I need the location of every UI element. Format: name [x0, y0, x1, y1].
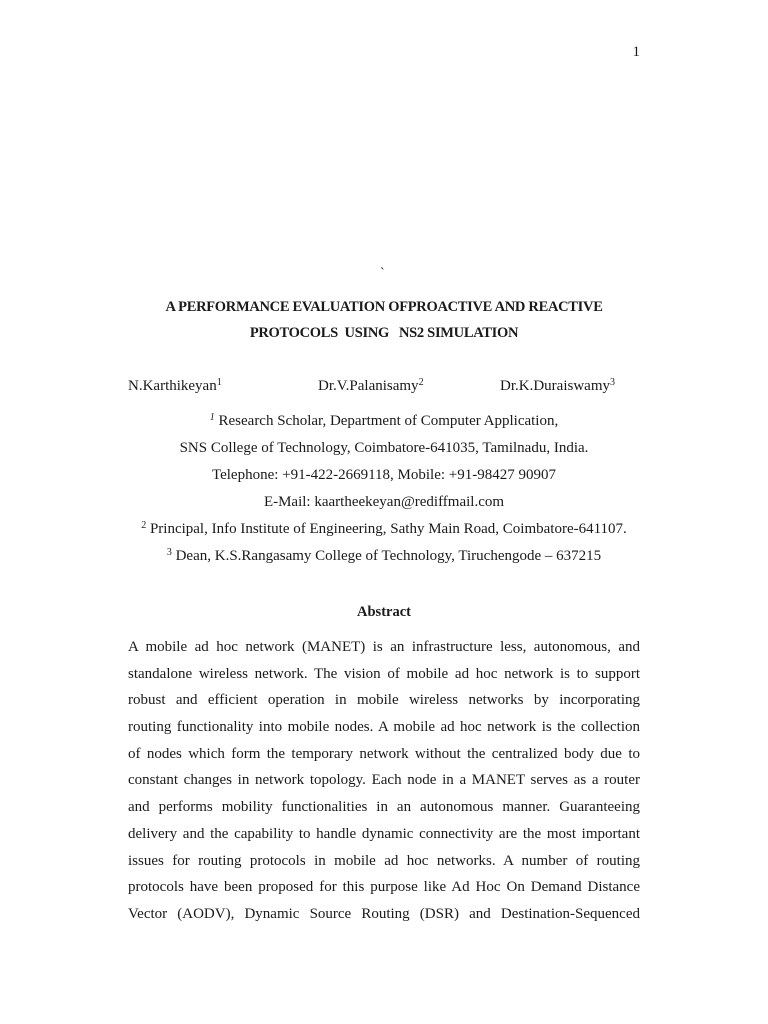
affiliation-1-text: Research Scholar, Department of Computer Application,	[214, 413, 559, 429]
stray-mark: `	[380, 266, 385, 281]
author-list	[128, 378, 640, 398]
affiliation-3-text: Dean, K.S.Rangasamy College of Technology, Tiruchengode – 637215	[171, 548, 602, 564]
page-number: 1	[632, 44, 640, 60]
author-1-sup: 1	[216, 377, 222, 388]
abstract-body	[128, 634, 640, 928]
affiliation-1-sup: 1	[209, 412, 215, 423]
abstract-line-2: standalone wireless network. The vision of mobile ad hoc network is to support	[128, 665, 640, 682]
abstract-line-6: constant changes in network topology. Each node in a MANET serves as a router	[128, 772, 640, 789]
affiliations	[128, 408, 640, 570]
author-3-name: Dr.K.Duraiswamy	[500, 378, 610, 394]
title-line-2: PROTOCOLS USING NS2 SIMULATION	[249, 325, 519, 341]
affiliation-1-line-1	[128, 408, 640, 435]
abstract-line-3: robust and efficient operation in mobile wireless networks by incorporating	[128, 692, 640, 709]
affiliation-1-telephone: Telephone: +91-422-2669118, Mobile: +91-98427 90907	[211, 467, 557, 483]
author-2-name: Dr.V.Palanisamy	[318, 378, 419, 394]
author-1-name: N.Karthikeyan	[128, 378, 217, 394]
abstract-line-11: Vector (AODV), Dynamic Source Routing (DSR) and Destination-Sequenced	[128, 905, 640, 922]
affiliation-2-sup: 2	[141, 520, 147, 531]
author-2	[318, 378, 424, 395]
author-3-sup: 3	[609, 377, 615, 388]
abstract-line-8: delivery and the capability to handle dynamic connectivity are the most important	[128, 825, 640, 842]
affiliation-2-text: Principal, Info Institute of Engineering, Sathy Main Road, Coimbatore-641107.	[146, 521, 627, 537]
abstract-line-5: of nodes which form the temporary network without the centralized body due to	[128, 745, 640, 762]
author-3	[500, 378, 615, 395]
title-line-1: A PERFORMANCE EVALUATION OFPROACTIVE AND REACTIVE	[165, 299, 603, 315]
affiliation-3-sup: 3	[166, 547, 172, 558]
affiliation-2	[128, 516, 640, 543]
affiliation-1-email: E-Mail: kaartheekeyan@rediffmail.com	[263, 494, 505, 510]
abstract-line-10: protocols have been proposed for this purpose like Ad Hoc On Demand Distance	[128, 879, 640, 896]
abstract-line-7: and performs mobility functionalities in an autonomous manner. Guaranteeing	[128, 799, 640, 816]
affiliation-3	[128, 543, 640, 570]
abstract-line-1: A mobile ad hoc network (MANET) is an infrastructure less, autonomous, and	[128, 639, 640, 655]
affiliation-1-line-2: SNS College of Technology, Coimbatore-641035, Tamilnadu, India.	[179, 440, 589, 456]
author-1	[128, 378, 222, 395]
paper-title	[128, 294, 640, 346]
author-2-sup: 2	[418, 377, 424, 388]
abstract-line-9: issues for routing protocols in mobile ad hoc networks. A number of routing	[128, 852, 640, 869]
abstract-line-4: routing functionality into mobile nodes. A mobile ad hoc network is the collection	[128, 719, 640, 736]
abstract-heading: Abstract	[357, 604, 411, 620]
